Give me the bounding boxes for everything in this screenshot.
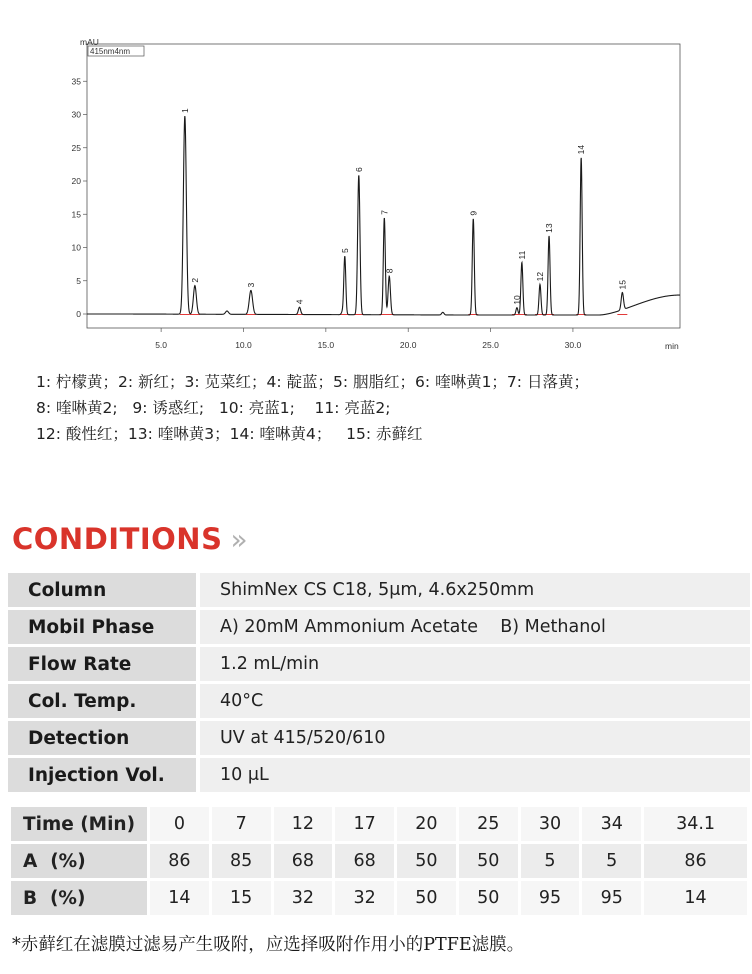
gradient-cell: 86 [150,844,209,878]
gradient-cell: 30 [521,807,580,841]
condition-label: Flow Rate [8,647,196,681]
peak-label: 12 [534,271,545,282]
gradient-a-row [11,844,747,878]
condition-value: A) 20mM Ammonium Acetate B) Methanol [200,610,750,644]
peak-label: 5 [339,248,350,254]
condition-row [8,610,750,644]
x-tick-label: 25.0 [482,340,499,350]
gradient-cell: 50 [459,844,518,878]
peak-label: 8 [384,268,395,274]
conditions-table [8,570,750,795]
conditions-title: CONDITIONS [12,522,223,556]
condition-value: ShimNex CS C18, 5μm, 4.6x250mm [200,573,750,607]
gradient-cell: 85 [212,844,271,878]
condition-row [8,573,750,607]
gradient-cell: 50 [397,844,456,878]
y-tick-label: 25 [71,142,81,153]
condition-row [8,758,750,792]
peak-label: 15 [617,279,628,290]
channel-label: 415nm4nm [90,47,131,56]
gradient-cell: 50 [459,881,518,915]
gradient-time-row [11,807,747,841]
gradient-cell: 95 [521,881,580,915]
peak-label: 3 [245,282,256,288]
gradient-cell: 68 [335,844,394,878]
gradient-b-row [11,881,747,915]
gradient-cell: 15 [212,881,271,915]
gradient-time-header: Time (Min) [11,807,147,841]
gradient-cell: 14 [150,881,209,915]
gradient-cell: 14 [644,881,747,915]
plot-frame [87,44,680,328]
condition-row [8,721,750,755]
x-ticks [155,328,581,350]
peak-label: 11 [516,250,527,260]
gradient-cell: 34.1 [644,807,747,841]
peak-label: 14 [576,144,587,155]
gradient-a-header: A (%) [11,844,147,878]
gradient-cell: 25 [459,807,518,841]
peak-labels [180,108,628,305]
peak-label: 6 [353,167,364,173]
gradient-cell: 34 [582,807,641,841]
gradient-cell: 5 [582,844,641,878]
gradient-b-header: B (%) [11,881,147,915]
condition-label: Injection Vol. [8,758,196,792]
condition-label: Col. Temp. [8,684,196,718]
x-tick-label: 15.0 [317,340,335,350]
peak-label: 2 [189,277,200,283]
peak-label: 13 [544,223,555,233]
gradient-cell: 17 [335,807,394,841]
y-ticks [72,76,87,319]
y-axis-label: mAU [80,37,99,47]
y-tick-label: 30 [71,109,81,120]
x-tick-label: 20.0 [399,340,417,350]
condition-label: Column [8,573,196,607]
x-tick-label: 10.0 [235,340,252,350]
gradient-cell: 32 [335,881,394,915]
legend-line: 8: 喹啉黄2; 9: 诱惑红; 10: 亮蓝1; 11: 亮蓝2; [36,399,391,417]
gradient-cell: 32 [274,881,333,915]
y-tick-label: 15 [71,209,81,220]
peak-label: 10 [511,295,522,305]
y-tick-label: 35 [71,76,81,87]
y-tick-label: 10 [71,242,81,253]
y-tick-label: 20 [71,176,81,186]
gradient-cell: 5 [521,844,580,878]
condition-row [8,684,750,718]
peak-label: 7 [379,209,390,215]
gradient-cell: 12 [274,807,333,841]
chromatogram [0,0,752,360]
gradient-cell: 7 [212,807,271,841]
condition-value: 40°C [200,684,750,718]
condition-row [8,647,750,681]
gradient-cell: 95 [582,881,641,915]
condition-label: Detection [8,721,196,755]
legend-line: 12: 酸性红；13: 喹啉黄3；14: 喹啉黄4； 15: 赤藓红 [36,425,423,443]
peak-label: 9 [468,210,479,216]
conditions-heading [12,519,248,559]
x-tick-label: 5.0 [155,340,168,350]
peak-label: 4 [294,299,305,305]
footnote: *赤藓红在滤膜过滤易产生吸附，应选择吸附作用小的PTFE滤膜。 [12,935,525,955]
gradient-cell: 50 [397,881,456,915]
condition-value: 1.2 mL/min [200,647,750,681]
gradient-cell: 20 [397,807,456,841]
y-tick-label: 5 [76,275,81,286]
gradient-cell: 0 [150,807,209,841]
condition-value: 10 μL [200,758,750,792]
condition-label: Mobil Phase [8,610,196,644]
gradient-cell: 68 [274,844,333,878]
condition-value: UV at 415/520/610 [200,721,750,755]
x-tick-label: 30.0 [564,340,582,350]
peak-label: 1 [179,108,190,114]
x-axis-label: min [665,341,679,351]
peak-legend [36,369,746,447]
legend-line: 1: 柠檬黄；2: 新红；3: 苋菜红；4: 靛蓝；5: 胭脂红；6: 喹啉黄1；7: 日落黄； [36,373,589,391]
double-chevron-icon: » [230,522,248,556]
gradient-cell: 86 [644,844,747,878]
y-tick-label: 0 [76,309,81,319]
gradient-table [8,804,750,918]
